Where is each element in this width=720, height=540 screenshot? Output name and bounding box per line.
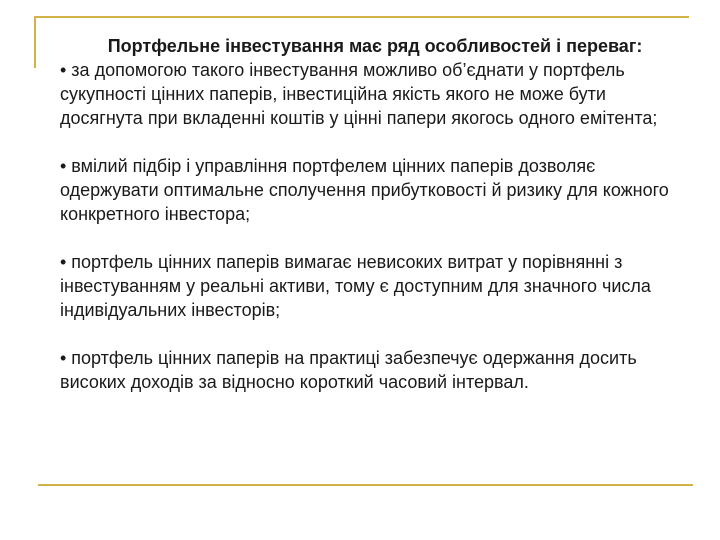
bullet-item-1: • за допомогою такого інвестування можливо об’єднати у портфель сукупності цінних паперів, інвестиційна якість якого не може бути досягнута при вкладенні коштів у цінні папери якогось одного емітента; (60, 60, 658, 128)
slide-title: Портфельне інвестування має ряд особливостей і переваг: (107, 36, 643, 56)
bullet-item-2: • вмілий підбір і управління портфелем цінних паперів дозволяє одержувати оптимальне сполучення прибутковості й ризику для кожного конкретного інвестора; (60, 156, 669, 224)
spacer (60, 322, 670, 346)
slide-content (60, 34, 670, 394)
bullet-item-3: • портфель цінних паперів вимагає невисоких витрат у порівнянні з інвестуванням у реальні активи, тому є доступним для значного числа індивідуальних інвесторів; (60, 252, 651, 320)
top-accent-line (34, 16, 689, 18)
bullet-item-4: • портфель цінних паперів на практиці забезпечує одержання досить високих доходів за відносно короткий часовий інтервал. (60, 348, 637, 392)
spacer (60, 130, 670, 154)
spacer (60, 226, 670, 250)
left-accent-line (34, 16, 36, 68)
bottom-accent-line (38, 484, 693, 486)
